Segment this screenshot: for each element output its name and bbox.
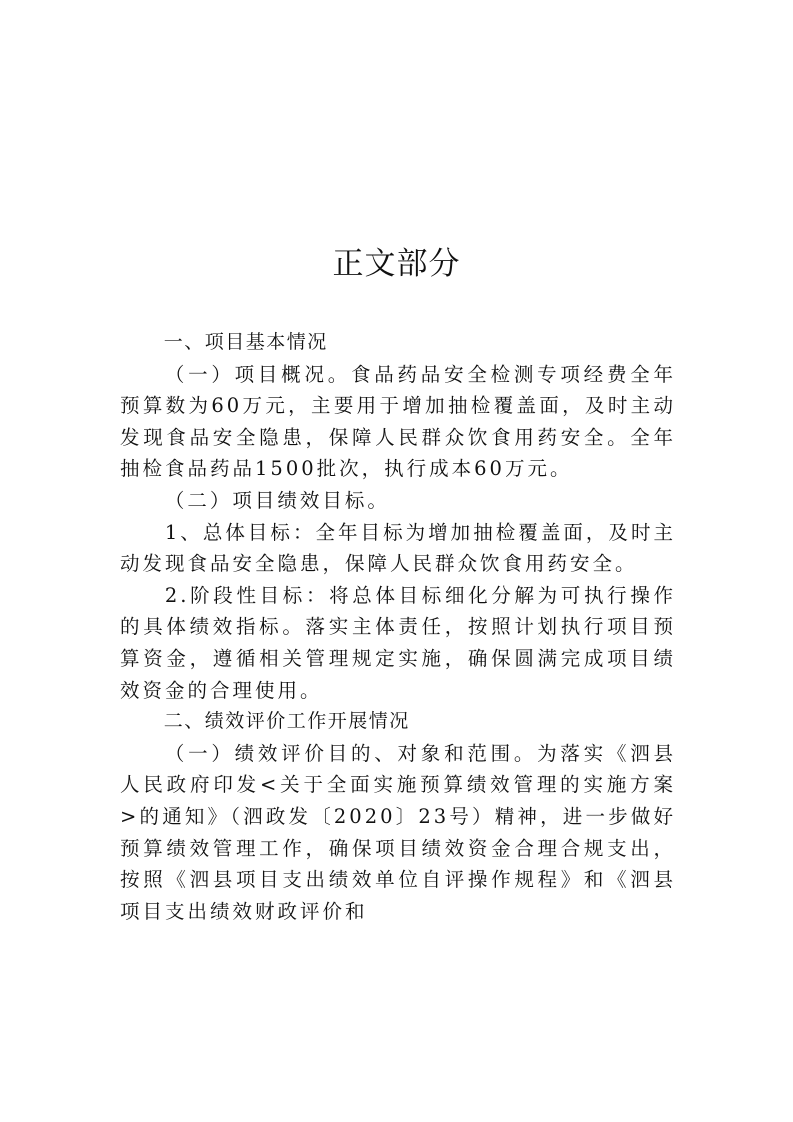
paragraph: （二）项目绩效目标。 [164,488,390,512]
page-title: 正文部分 [332,246,461,282]
paragraph: 1、总体目标：全年目标为增加抽检覆盖面，及时主动发现食品安全隐患，保障人民群众饮食用药安全。 [120,520,676,576]
section-heading: 一、项目基本情况 [163,331,328,353]
paragraph: 2.阶段性目标：将总体目标细化分解为可执行操作的具体绩效指标。落实主体责任，按照计划执行项目预算资金，遵循相关管理规定实施，确保圆满完成项目绩效资金的合理使用。 [120,583,676,702]
document-body [120,327,676,927]
section-heading: 二、绩效评价工作开展情况 [163,710,410,733]
paragraph: （一）项目概况。食品药品安全检测专项经费全年预算数为60万元，主要用于增加抽检覆盖面，及时主动发现食品安全隐患，保障人民群众饮食用药安全。全年抽检食品药品1500批次，执行成本60万元。 [120,362,676,481]
paragraph: （一）绩效评价目的、对象和范围。为落实《泗县人民政府印发<关于全面实施预算绩效管理的实施方案>的通知》（泗政发〔2020〕23号）精神，进一步做好预算绩效管理工作，确保项目绩效资金合理合规支出，按照《泗县项目支出绩效单位自评操作规程》和《泗县项目支出绩效财政评价和 [120,741,676,923]
